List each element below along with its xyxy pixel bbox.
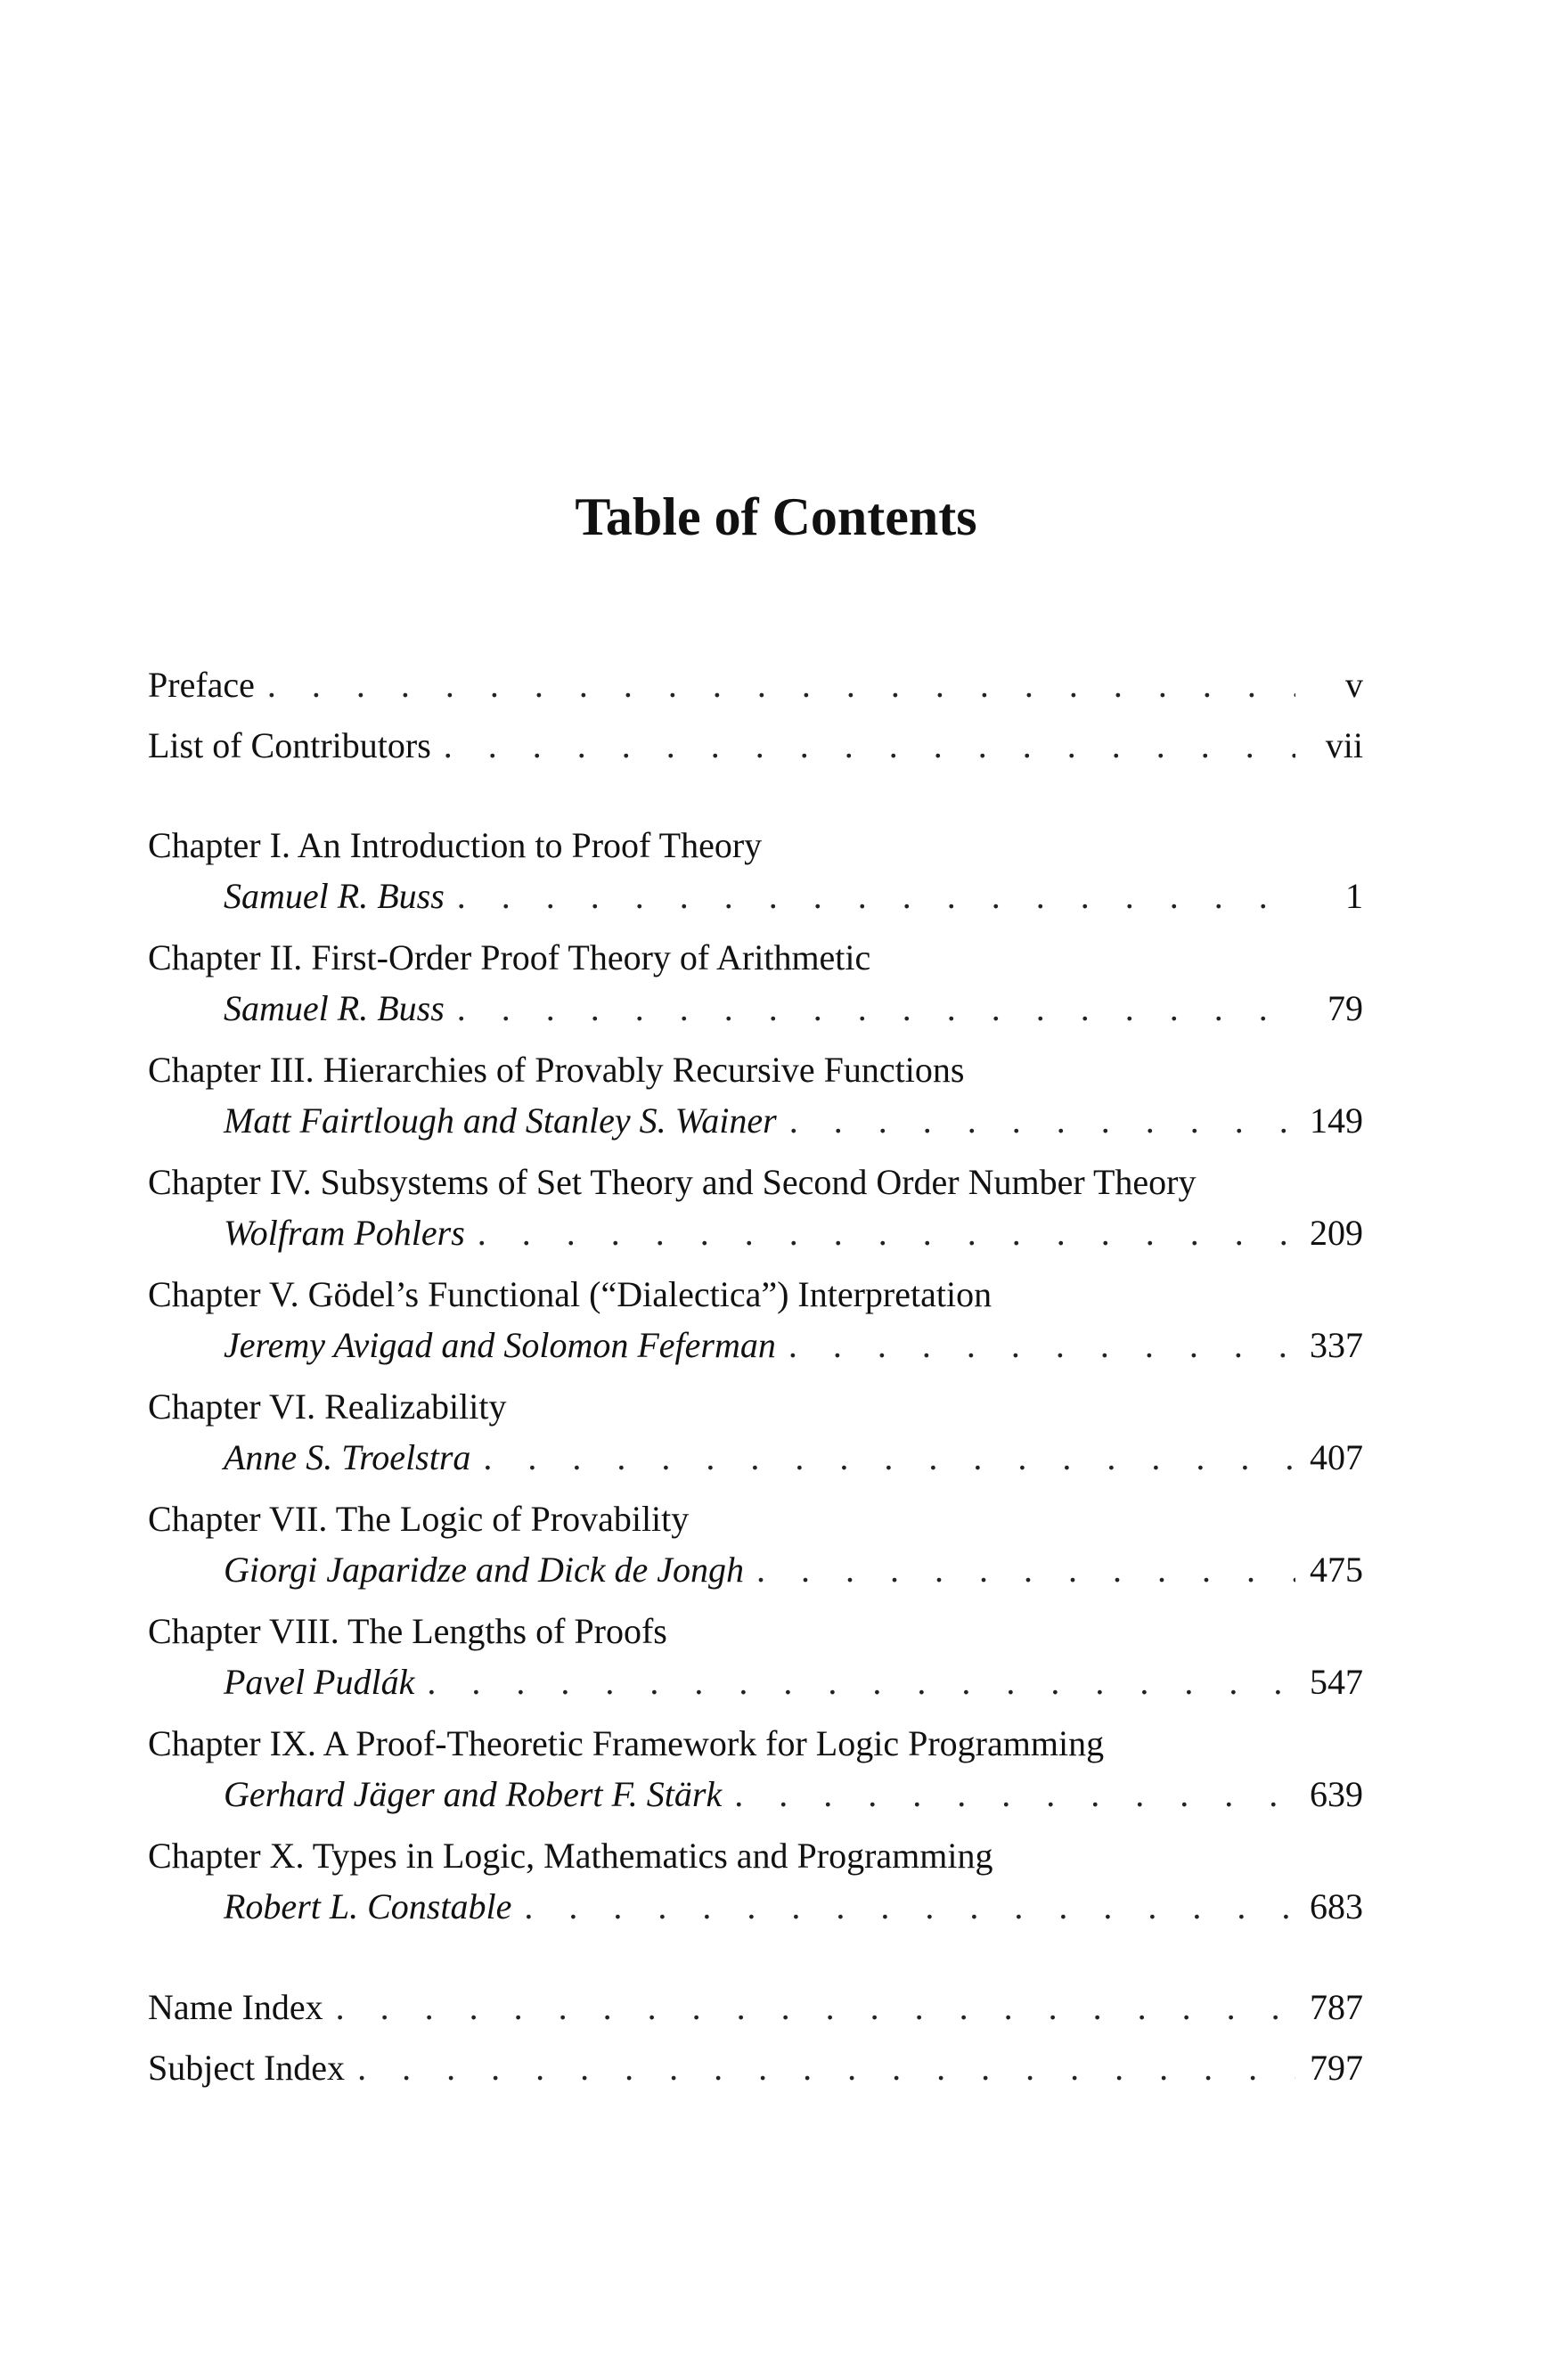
dot-leader xyxy=(483,1432,1295,1484)
entry-label: Name Index xyxy=(148,1987,323,2027)
entry-label: Preface xyxy=(148,665,255,705)
dot-leader xyxy=(457,983,1295,1035)
toc-chapter-7[interactable] xyxy=(148,1494,1363,1596)
dot-leader xyxy=(478,1207,1295,1259)
toc-chapter-1[interactable] xyxy=(148,821,1363,922)
chapter-authors: Samuel R. Buss xyxy=(224,988,445,1028)
dot-leader xyxy=(789,1095,1295,1147)
entry-page-number: 1 xyxy=(1345,876,1363,916)
dot-leader xyxy=(444,716,1295,776)
chapter-title: Chapter I. An Introduction to Proof Theory xyxy=(148,825,763,865)
chapter-title: Chapter IV. Subsystems of Set Theory and Second Order Number Theory xyxy=(148,1162,1197,1202)
chapter-title: Chapter VII. The Logic of Provability xyxy=(148,1499,690,1539)
dot-leader xyxy=(756,1544,1295,1596)
entry-page-number: 79 xyxy=(1327,988,1363,1028)
dot-leader xyxy=(524,1881,1295,1933)
dot-leader xyxy=(336,1977,1295,2038)
chapter-authors: Wolfram Pohlers xyxy=(224,1213,465,1253)
dot-leader xyxy=(267,655,1295,716)
entry-page-number: 787 xyxy=(1310,1987,1363,2027)
toc-chapter-9[interactable] xyxy=(148,1719,1363,1820)
toc-entry-subject-index[interactable] xyxy=(148,2038,1363,2098)
chapter-authors: Pavel Pudlák xyxy=(224,1662,415,1702)
dot-leader xyxy=(457,871,1295,922)
toc-chapter-3[interactable] xyxy=(148,1045,1363,1147)
toc-chapter-5[interactable] xyxy=(148,1270,1363,1371)
toc-chapter-8[interactable] xyxy=(148,1607,1363,1708)
toc-entry-name-index[interactable] xyxy=(148,1977,1363,2038)
toc-chapter-6[interactable] xyxy=(148,1382,1363,1484)
toc-chapter-4[interactable] xyxy=(148,1157,1363,1259)
entry-page-number: 547 xyxy=(1310,1662,1363,1702)
chapter-authors: Anne S. Troelstra xyxy=(224,1437,471,1477)
table-of-contents xyxy=(148,655,1363,2098)
chapter-authors: Samuel R. Buss xyxy=(224,876,445,916)
entry-page-number: v xyxy=(1345,665,1363,705)
entry-page-number: 149 xyxy=(1310,1100,1363,1141)
entry-label: List of Contributors xyxy=(148,725,431,765)
entry-page-number: 797 xyxy=(1310,2048,1363,2088)
entry-label: Subject Index xyxy=(148,2048,346,2088)
page-title: Table of Contents xyxy=(575,487,977,546)
chapter-authors: Matt Fairtlough and Stanley S. Wainer xyxy=(224,1100,777,1141)
toc-entry-list-of-contributors[interactable] xyxy=(148,716,1363,776)
toc-chapter-10[interactable] xyxy=(148,1831,1363,1933)
dot-leader xyxy=(734,1769,1295,1820)
entry-page-number: 639 xyxy=(1310,1774,1363,1814)
entry-page-number: 475 xyxy=(1310,1550,1363,1590)
dot-leader xyxy=(357,2038,1295,2098)
entry-page-number: vii xyxy=(1325,725,1363,765)
chapter-title: Chapter III. Hierarchies of Provably Recursive Functions xyxy=(148,1050,965,1090)
dot-leader xyxy=(788,1320,1295,1371)
dot-leader xyxy=(427,1656,1295,1708)
chapter-title: Chapter VI. Realizability xyxy=(148,1386,507,1427)
entry-page-number: 407 xyxy=(1310,1437,1363,1477)
chapter-authors: Giorgi Japaridze and Dick de Jongh xyxy=(224,1550,744,1590)
chapter-title: Chapter VIII. The Lengths of Proofs xyxy=(148,1611,667,1651)
entry-page-number: 683 xyxy=(1310,1886,1363,1926)
chapter-title: Chapter II. First-Order Proof Theory of Arithmetic xyxy=(148,937,871,977)
chapter-authors: Jeremy Avigad and Solomon Feferman xyxy=(224,1325,776,1365)
chapter-authors: Gerhard Jäger and Robert F. Stärk xyxy=(224,1774,723,1814)
chapter-title: Chapter IX. A Proof-Theoretic Framework for Logic Programming xyxy=(148,1723,1105,1763)
entry-page-number: 337 xyxy=(1310,1325,1363,1365)
toc-chapter-2[interactable] xyxy=(148,933,1363,1035)
toc-entry-preface[interactable] xyxy=(148,655,1363,716)
entry-page-number: 209 xyxy=(1310,1213,1363,1253)
chapter-authors: Robert L. Constable xyxy=(224,1886,512,1926)
chapter-title: Chapter X. Types in Logic, Mathematics and Programming xyxy=(148,1836,993,1876)
chapter-title: Chapter V. Gödel’s Functional (“Dialectica”) Interpretation xyxy=(148,1274,992,1314)
